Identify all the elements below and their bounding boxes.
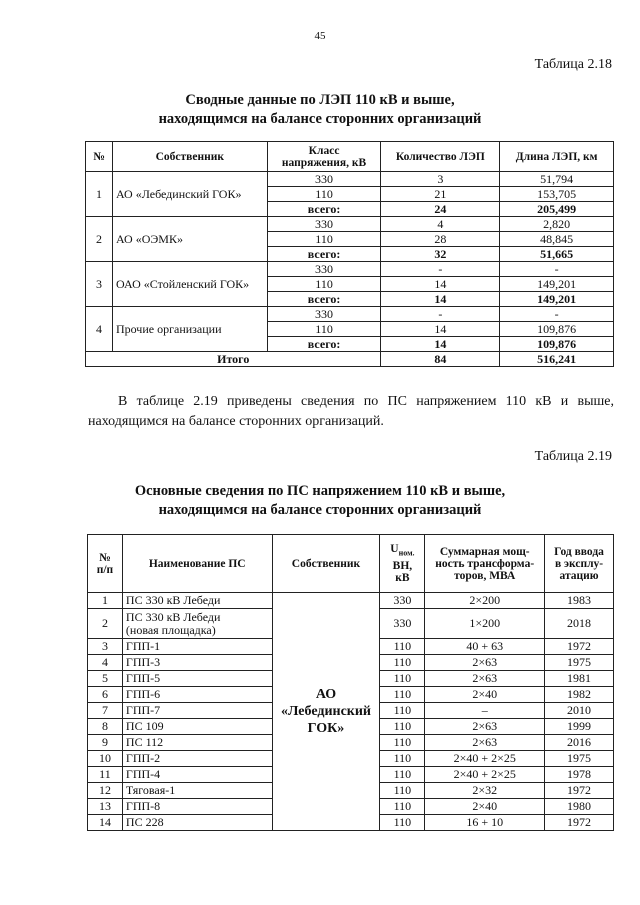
commission-year: 1972 — [545, 639, 614, 655]
transformer-power: 2×63 — [425, 671, 545, 687]
total-label: Итого — [86, 352, 381, 367]
group-num: 3 — [86, 262, 113, 307]
voltage-class: 110 — [267, 187, 381, 202]
substation-name-text: ПС 228 — [125, 815, 164, 829]
header-owner: Собственник — [112, 142, 267, 172]
substation-name-text: ГПП-1 — [125, 639, 161, 653]
transformer-power: 2×32 — [425, 783, 545, 799]
group-owner: АО «ОЭМК» — [112, 217, 267, 262]
table-row — [86, 172, 614, 187]
line-count: 32 — [381, 247, 500, 262]
voltage-class: всего: — [267, 202, 381, 217]
line-length: 149,201 — [500, 292, 614, 307]
header-voltage: $U_{ном.}$ ВН, кВ — [380, 535, 425, 593]
substation-name — [122, 735, 272, 751]
row-num: 9 — [88, 735, 123, 751]
substation-name-text: ГПП-6 — [125, 687, 161, 701]
group-num: 1 — [86, 172, 113, 217]
voltage-value: 110 — [380, 799, 425, 815]
table-2-19-title — [0, 482, 640, 520]
substation-name — [122, 593, 272, 609]
row-num: 4 — [88, 655, 123, 671]
table-header-row — [88, 535, 614, 593]
voltage-value: 110 — [380, 671, 425, 687]
table-header-row — [86, 142, 614, 172]
header-voltage-class: Класс напряжения, кВ — [267, 142, 381, 172]
voltage-value: 110 — [380, 703, 425, 719]
transformer-power: 2×40 — [425, 687, 545, 703]
row-num: 2 — [88, 609, 123, 639]
line-length: 109,876 — [500, 337, 614, 352]
page-number: 45 — [314, 30, 326, 42]
substation-name — [122, 639, 272, 655]
owner-cell — [272, 593, 380, 831]
commission-year: 1981 — [545, 671, 614, 687]
commission-year: 2018 — [545, 609, 614, 639]
substation-name-text: ПС 330 кВ Лебеди — [125, 609, 221, 624]
voltage-class: 330 — [267, 217, 381, 232]
line-count: 4 — [381, 217, 500, 232]
transformer-power: 2×63 — [425, 655, 545, 671]
line-count: - — [381, 307, 500, 322]
commission-year: 1980 — [545, 799, 614, 815]
line-count: 14 — [381, 337, 500, 352]
commission-year: 1972 — [545, 815, 614, 831]
voltage-value: 110 — [380, 815, 425, 831]
line-count: 24 — [381, 202, 500, 217]
header-commission-year: Год ввода в эксплу- атацию — [545, 535, 614, 593]
substation-name-text: ГПП-4 — [125, 767, 161, 781]
substation-name — [122, 799, 272, 815]
commission-year: 2010 — [545, 703, 614, 719]
transformer-power: 2×40 — [425, 799, 545, 815]
row-num: 12 — [88, 783, 123, 799]
line-count: 3 — [381, 172, 500, 187]
substation-name-text: ПС 330 кВ Лебеди — [125, 593, 221, 607]
commission-year: 1999 — [545, 719, 614, 735]
table-2-18-title — [0, 91, 640, 129]
substation-name — [122, 655, 272, 671]
substation-name — [122, 703, 272, 719]
row-num: 11 — [88, 767, 123, 783]
voltage-value: 330 — [380, 609, 425, 639]
line-length: - — [500, 307, 614, 322]
voltage-value: 110 — [380, 751, 425, 767]
line-count: 21 — [381, 187, 500, 202]
voltage-value: 110 — [380, 655, 425, 671]
group-num: 2 — [86, 217, 113, 262]
line-count: 14 — [381, 277, 500, 292]
voltage-class: всего: — [267, 337, 381, 352]
header-line-count: Количество ЛЭП — [381, 142, 500, 172]
substation-name-text: ГПП-2 — [125, 751, 161, 765]
line-length: 51,794 — [500, 172, 614, 187]
commission-year: 1982 — [545, 687, 614, 703]
header-num: № п/п — [88, 535, 123, 593]
substations-table — [87, 534, 614, 831]
substation-name — [122, 719, 272, 735]
transformer-power: 2×40 + 2×25 — [425, 751, 545, 767]
voltage-value: 110 — [380, 783, 425, 799]
table-2-18-title-line2: находящимся на балансе сторонних организаций — [158, 111, 482, 127]
line-count: 14 — [381, 322, 500, 337]
group-owner: ОАО «Стойленский ГОК» — [112, 262, 267, 307]
commission-year: 2016 — [545, 735, 614, 751]
substation-name-text: ПС 112 — [125, 735, 164, 749]
owner-line2: «Лебединский — [280, 704, 371, 719]
header-num: № — [86, 142, 113, 172]
substation-name — [122, 767, 272, 783]
total-count: 84 — [381, 352, 500, 367]
owner-line1: АО — [315, 687, 337, 702]
line-count: 14 — [381, 292, 500, 307]
substation-name-text: Тяговая-1 — [125, 783, 176, 797]
table-2-18-title-line1: Сводные данные по ЛЭП 110 кВ и выше, — [185, 92, 455, 108]
voltage-class: 110 — [267, 322, 381, 337]
line-length: 51,665 — [500, 247, 614, 262]
line-length: 149,201 — [500, 277, 614, 292]
line-length: 205,499 — [500, 202, 614, 217]
group-owner: АО «Лебединский ГОК» — [112, 172, 267, 217]
substation-name — [122, 783, 272, 799]
substation-name — [122, 815, 272, 831]
table-2-19-title-line2: находящимся на балансе сторонних организаций — [158, 502, 482, 518]
table-2-19-label: Таблица 2.19 — [534, 449, 612, 464]
commission-year: 1983 — [545, 593, 614, 609]
substation-name-text: ГПП-3 — [125, 655, 161, 669]
substation-name — [122, 751, 272, 767]
substation-name-text: ГПП-5 — [125, 671, 161, 685]
voltage-class: 110 — [267, 232, 381, 247]
table-2-19-title-line1: Основные сведения по ПС напряжением 110 кВ и выше, — [134, 483, 506, 499]
transformer-power: 40 + 63 — [425, 639, 545, 655]
table-row — [88, 593, 614, 609]
total-length: 516,241 — [500, 352, 614, 367]
header-substation-name: Наименование ПС — [122, 535, 272, 593]
transformer-power: 2×63 — [425, 719, 545, 735]
voltage-class: 110 — [267, 277, 381, 292]
owner-line3: ГОК» — [307, 721, 345, 736]
header-transformer-power: Суммарная мощ- ность трансформа- торов, МВА — [425, 535, 545, 593]
substation-name-text: ГПП-8 — [125, 799, 161, 813]
substation-name-text: ПС 109 — [125, 719, 164, 733]
commission-year: 1978 — [545, 767, 614, 783]
commission-year: 1975 — [545, 751, 614, 767]
row-num: 3 — [88, 639, 123, 655]
transformer-power: 2×63 — [425, 735, 545, 751]
header-line-length: Длина ЛЭП, км — [500, 142, 614, 172]
commission-year: 1972 — [545, 783, 614, 799]
line-count: 28 — [381, 232, 500, 247]
substation-name-text: ГПП-7 — [125, 703, 161, 717]
transformer-power: 2×40 + 2×25 — [425, 767, 545, 783]
voltage-value: 330 — [380, 593, 425, 609]
transformer-power: 1×200 — [425, 609, 545, 639]
substation-name — [122, 687, 272, 703]
substation-name — [122, 671, 272, 687]
row-num: 13 — [88, 799, 123, 815]
voltage-class: 330 — [267, 172, 381, 187]
table-row — [86, 307, 614, 322]
row-num: 7 — [88, 703, 123, 719]
line-length: - — [500, 262, 614, 277]
commission-year: 1975 — [545, 655, 614, 671]
group-num: 4 — [86, 307, 113, 352]
body-paragraph: В таблице 2.19 приведены сведения по ПС напряжением 110 кВ и выше, находящимся на балансе сторонних организаций. — [88, 394, 614, 429]
line-length: 2,820 — [500, 217, 614, 232]
total-row — [86, 352, 614, 367]
voltage-value: 110 — [380, 719, 425, 735]
row-num: 5 — [88, 671, 123, 687]
row-num: 10 — [88, 751, 123, 767]
voltage-value: 110 — [380, 639, 425, 655]
row-num: 6 — [88, 687, 123, 703]
row-num: 8 — [88, 719, 123, 735]
voltage-class: 330 — [267, 307, 381, 322]
row-num: 14 — [88, 815, 123, 831]
table-row — [86, 262, 614, 277]
voltage-class: 330 — [267, 262, 381, 277]
voltage-value: 110 — [380, 767, 425, 783]
transformer-power: 2×200 — [425, 593, 545, 609]
line-length: 48,845 — [500, 232, 614, 247]
group-owner: Прочие организации — [112, 307, 267, 352]
voltage-value: 110 — [380, 687, 425, 703]
power-lines-table — [85, 141, 614, 367]
voltage-class: всего: — [267, 247, 381, 262]
substation-name — [122, 609, 272, 639]
substation-name-note: (новая площадка) — [125, 622, 216, 637]
voltage-class: всего: — [267, 292, 381, 307]
voltage-value: 110 — [380, 735, 425, 751]
row-num: 1 — [88, 593, 123, 609]
transformer-power: 16 + 10 — [425, 815, 545, 831]
header-owner: Собственник — [272, 535, 380, 593]
transformer-power: – — [425, 703, 545, 719]
line-length: 109,876 — [500, 322, 614, 337]
table-2-18-label: Таблица 2.18 — [534, 57, 612, 72]
line-length: 153,705 — [500, 187, 614, 202]
line-count: - — [381, 262, 500, 277]
table-row — [86, 217, 614, 232]
